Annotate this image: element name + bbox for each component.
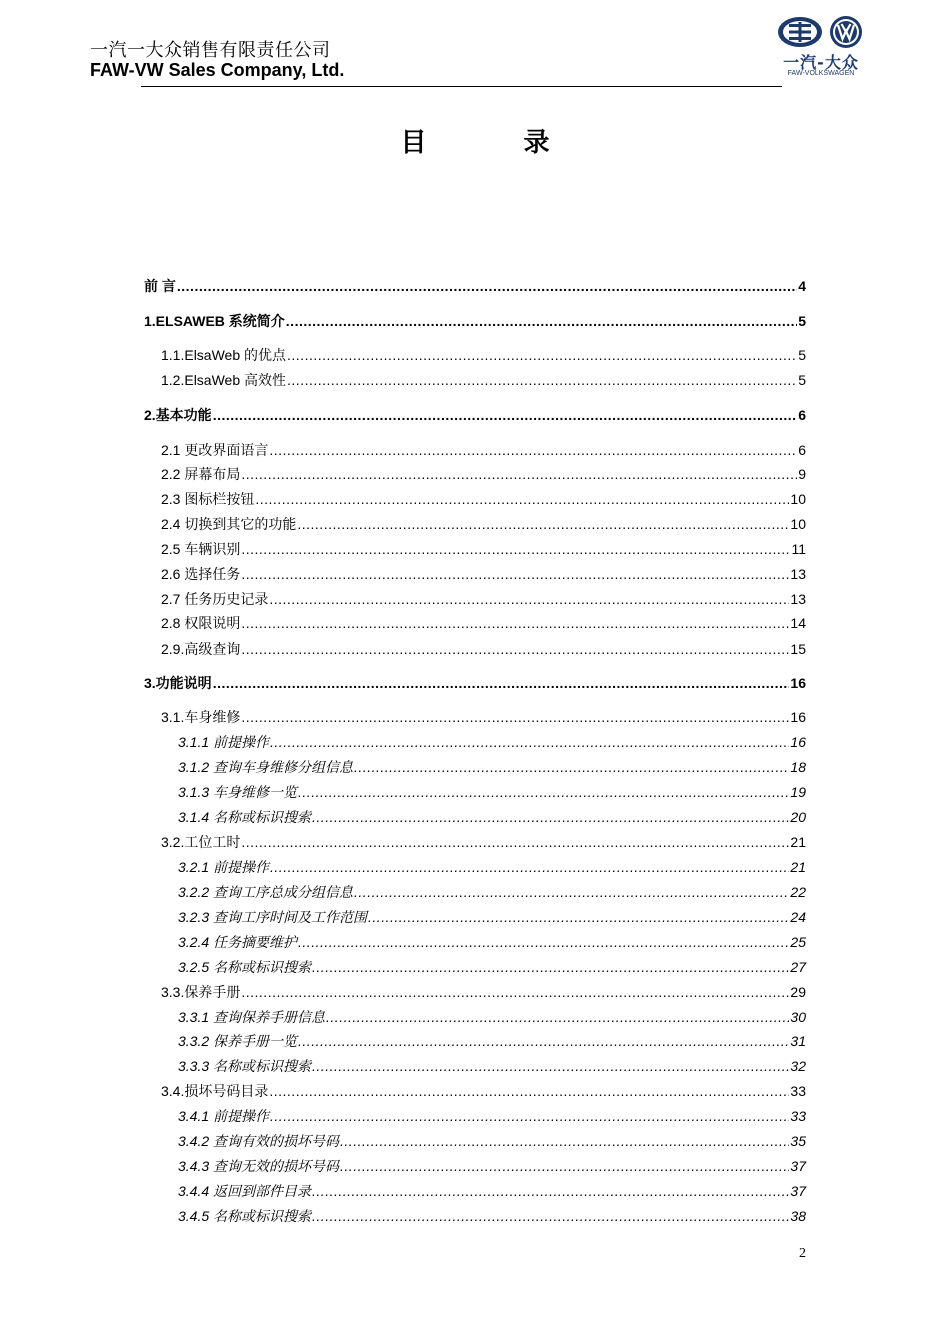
toc-entry[interactable]: 3.1.2 查询车身维修分组信息 ..... 18 xyxy=(178,757,806,777)
logo-text-cn: 一汽-大众 xyxy=(783,53,859,72)
toc-entry[interactable]: 3.4.3 查询无效的损坏号码 ..... 37 xyxy=(178,1156,806,1176)
toc-entry[interactable]: 2.2 屏幕布局 ..... 9 xyxy=(161,464,806,484)
toc-entry[interactable]: 3.4.1 前提操作 ..... 33 xyxy=(178,1106,806,1126)
toc-entry[interactable]: 3.1.4 名称或标识搜索 ..... 20 xyxy=(178,807,806,827)
toc-entry[interactable]: 3.2.2 查询工序总成分组信息 ..... 22 xyxy=(178,882,806,902)
company-name-cn: 一汽一大众销售有限责任公司 xyxy=(90,40,331,61)
toc-entry[interactable]: 1.ELSAWEB 系统简介 ..... 5 xyxy=(144,311,806,331)
toc-entry[interactable]: 3.3.1 查询保养手册信息 ..... 30 xyxy=(178,1007,806,1027)
toc-entry[interactable]: 2.4 切换到其它的功能 ..... 10 xyxy=(161,514,806,534)
toc-entry[interactable]: 1.2.ElsaWeb 高效性 ..... 5 xyxy=(161,370,806,390)
toc-entry[interactable]: 2.8 权限说明 ..... 14 xyxy=(161,613,806,633)
toc-entry[interactable]: 1.1.ElsaWeb 的优点 ..... 5 xyxy=(161,345,806,365)
toc-entry[interactable]: 3.1.车身维修 ..... 16 xyxy=(161,707,806,727)
logo-text-en: FAW-VOLKSWAGEN xyxy=(787,70,855,77)
toc-entry[interactable]: 3.2.3 查询工序时间及工作范围 ..... 24 xyxy=(178,907,806,927)
toc-title: 目 录 xyxy=(400,128,594,158)
toc-entry[interactable]: 3.3.3 名称或标识搜索 ..... 32 xyxy=(178,1056,806,1076)
toc-entry[interactable]: 3.4.4 返回到部件目录 ..... 37 xyxy=(178,1181,806,1201)
toc-entry[interactable]: 2.基本功能 ..... 6 xyxy=(144,405,806,425)
page-number: 2 xyxy=(799,1246,806,1261)
toc-entry[interactable]: 3.2.4 任务摘要维护 ..... 25 xyxy=(178,932,806,952)
toc-entry[interactable]: 2.6 选择任务 ..... 13 xyxy=(161,564,806,584)
toc-entry[interactable]: 3.3.保养手册 ..... 29 xyxy=(161,982,806,1002)
toc-entry[interactable]: 3.3.2 保养手册一览 ..... 31 xyxy=(178,1031,806,1051)
toc-entry[interactable]: 3.2.1 前提操作 ..... 21 xyxy=(178,857,806,877)
toc-entry[interactable]: 3.4.2 查询有效的损坏号码 ..... 35 xyxy=(178,1131,806,1151)
toc-entry[interactable]: 前 言 ..... 4 xyxy=(144,276,806,296)
toc-entry[interactable]: 3.2.5 名称或标识搜索 ..... 27 xyxy=(178,957,806,977)
toc-entry[interactable]: 2.7 任务历史记录 ..... 13 xyxy=(161,589,806,609)
toc-entry[interactable]: 2.5 车辆识别 ..... 11 xyxy=(161,539,806,559)
toc-entry[interactable]: 3.1.3 车身维修一览 ..... 19 xyxy=(178,782,806,802)
toc-entry[interactable]: 2.9.高级查询 ..... 15 xyxy=(161,639,806,659)
toc-entry[interactable]: 3.1.1 前提操作 ..... 16 xyxy=(178,732,806,752)
toc-entry[interactable]: 2.3 图标栏按钮 ..... 10 xyxy=(161,489,806,509)
toc-entry[interactable]: 2.1 更改界面语言 ..... 6 xyxy=(161,440,806,460)
toc-entry[interactable]: 3.2.工位工时 ..... 21 xyxy=(161,832,806,852)
company-name-en: FAW-VW Sales Company, Ltd. xyxy=(90,60,345,80)
toc-entry[interactable]: 3.功能说明 ..... 16 xyxy=(144,673,806,693)
toc-entry[interactable]: 3.4.损坏号码目录 ..... 33 xyxy=(161,1081,806,1101)
toc-entry[interactable]: 3.4.5 名称或标识搜索 ..... 38 xyxy=(178,1206,806,1226)
